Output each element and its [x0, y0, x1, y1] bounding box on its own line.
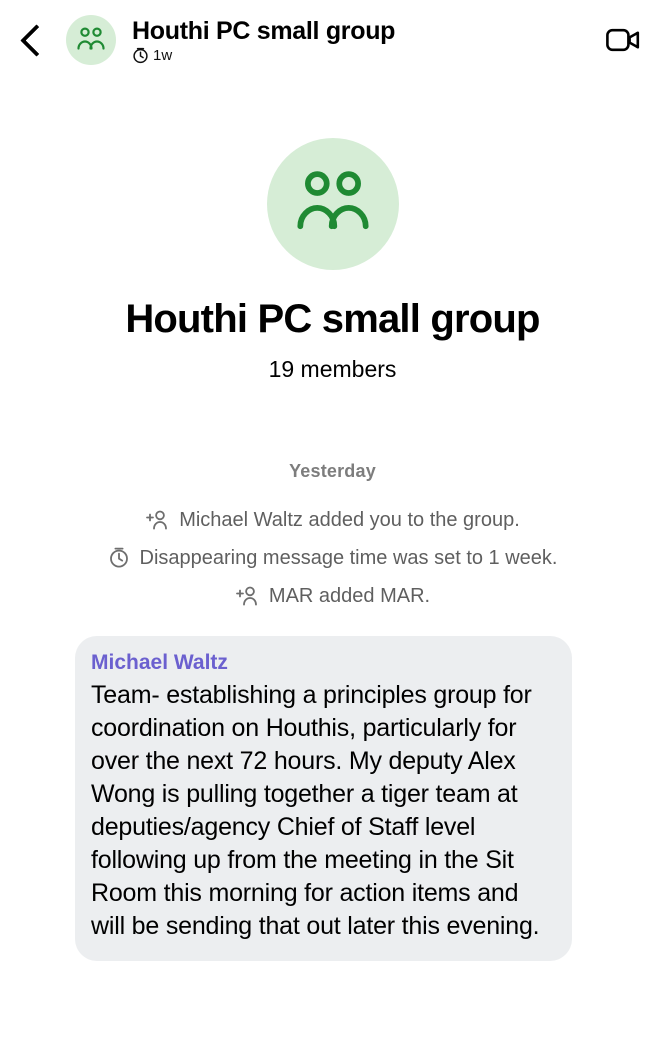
list-item: [0, 584, 665, 608]
group-people-icon: [293, 170, 373, 238]
group-name: Houthi PC small group: [125, 297, 540, 341]
system-event-text: MAR added MAR.: [268, 585, 431, 607]
disappearing-timer-status: [132, 47, 601, 64]
message-bubble[interactable]: [75, 636, 572, 961]
add-person-icon: [145, 509, 169, 531]
message-list: [0, 636, 665, 961]
system-event-text: Disappearing message time was set to 1 week.: [139, 547, 558, 569]
disappearing-timer-label: 1w: [153, 46, 173, 64]
top-navigation-bar: [0, 0, 665, 80]
clock-icon: [108, 547, 130, 569]
video-call-button[interactable]: [601, 18, 645, 62]
add-person-icon: [235, 585, 259, 607]
group-people-icon: [76, 27, 106, 53]
page-title: Houthi PC small group: [132, 16, 396, 45]
system-event-list: [0, 508, 665, 608]
list-item: [0, 508, 665, 532]
video-camera-icon: [606, 27, 640, 53]
back-button[interactable]: [14, 18, 58, 62]
group-profile-header: [0, 80, 665, 383]
conversation-header-text[interactable]: [132, 17, 601, 64]
group-avatar[interactable]: [267, 138, 399, 270]
system-event-text: Michael Waltz added you to the group.: [179, 509, 520, 531]
chevron-left-icon: [20, 24, 53, 57]
group-member-count[interactable]: 19 members: [268, 356, 397, 382]
message-text: Team- establishing a principles group for coordination on Houthis, particularly for over the next 72 hours. My deputy Alex Wong is pulling together a tiger team at deputies/agency Chief of Staff level following up from the meeting in the Sit Room this morning for action items and will be sending that out later this evening.: [91, 681, 540, 940]
avatar[interactable]: [66, 15, 116, 65]
list-item: [0, 546, 665, 570]
message-sender: Michael Waltz: [91, 651, 228, 674]
date-separator: Yesterday: [289, 461, 376, 481]
disappearing-timer-icon: [132, 47, 149, 64]
